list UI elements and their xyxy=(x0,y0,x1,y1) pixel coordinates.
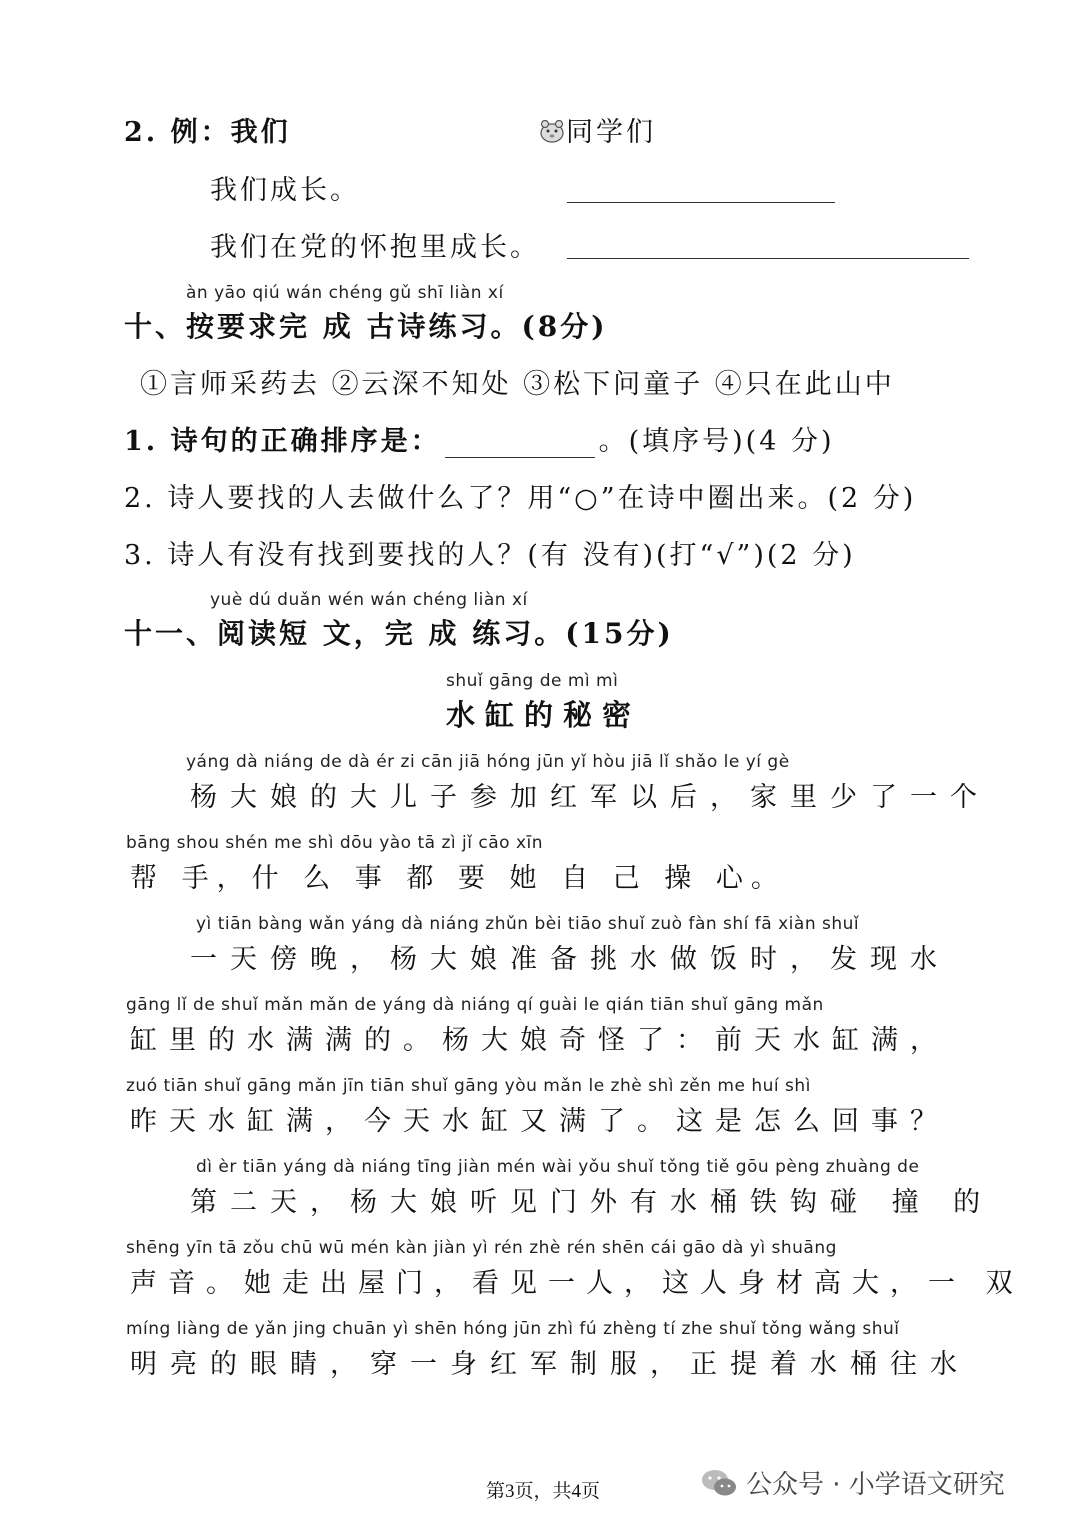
story-title: 水缸的秘密 xyxy=(446,698,642,732)
hamster-icon xyxy=(538,117,566,145)
story-line-3-pinyin: yì tiān bàng wǎn yáng dà niáng zhǔn bèi tiāo shuǐ zuò fàn shí fā xiàn shuǐ xyxy=(196,914,860,934)
sec11-title: 十一、阅读短 文，完 成 练习。(15分) xyxy=(124,617,674,650)
story-line-7-pinyin: shēng yīn tā zǒu chū wū mén kàn jiàn yì rén zhè rén shēn cái gāo dà yì shuāng xyxy=(126,1238,837,1258)
story-line-5: 昨天水缸满，今天水缸又满了。这是怎么回事？ xyxy=(130,1106,949,1137)
page-number: 第3页，共4页 xyxy=(486,1481,601,1502)
q2-answer-line1[interactable] xyxy=(567,202,835,203)
watermark xyxy=(700,1464,1005,1501)
watermark-text: 公众号 · 小学语文研究 xyxy=(746,1470,1005,1500)
sec10-pinyin: àn yāo qiú wán chéng gǔ shī liàn xí xyxy=(186,283,504,303)
story-line-3: 一天傍晚，杨大娘准备挑水做饭时，发现水 xyxy=(190,944,950,975)
story-title-pinyin: shuǐ gāng de mì mì xyxy=(446,671,619,691)
story-line-4-pinyin: gāng lǐ de shuǐ mǎn mǎn de yáng dà niáng qí guài le qián tiān shuǐ gāng mǎn xyxy=(126,995,824,1015)
wechat-icon xyxy=(700,1467,738,1499)
story-line-5-pinyin: zuó tiān shuǐ gāng mǎn jīn tiān shuǐ gāng yòu mǎn le zhè shì zěn me huí shì xyxy=(126,1076,811,1096)
q2-answer-line2[interactable] xyxy=(567,258,969,259)
sec10-q1-blank[interactable] xyxy=(445,431,595,458)
sec11-pinyin: yuè dú duǎn wén wán chéng liàn xí xyxy=(210,590,528,610)
sec10-q2: 2. 诗人要找的人去做什么了？用“○”在诗中圈出来。(2 分) xyxy=(124,483,917,514)
story-line-4: 缸里的水满满的。杨大娘奇怪了：前天水缸满， xyxy=(130,1025,949,1056)
q2-label: 2. 例：我们 xyxy=(124,117,291,148)
q2-line2: 我们在党的怀抱里成长。 xyxy=(210,232,540,263)
q2-right xyxy=(538,110,656,149)
q2-emoji-word: 同学们 xyxy=(566,117,656,148)
sec10-title: 十、按要求完 成 古诗练习。(8分) xyxy=(124,310,608,343)
sec10-q1-text: 1. 诗句的正确排序是： xyxy=(124,426,441,457)
story-line-6-pinyin: dì èr tiān yáng dà niáng tīng jiàn mén wài yǒu shuǐ tǒng tiě gōu pèng zhuàng de xyxy=(196,1157,920,1177)
story-line-1-pinyin: yáng dà niáng de dà ér zi cān jiā hóng jūn yǐ hòu jiā lǐ shǎo le yí gè xyxy=(186,752,790,772)
q2-line1: 我们成长。 xyxy=(210,175,360,206)
story-line-8-pinyin: míng liàng de yǎn jing chuān yì shēn hóng jūn zhì fú zhèng tí zhe shuǐ tǒng wǎng shuǐ xyxy=(126,1319,900,1339)
sec10-q1-suffix: 。(填序号)(4 分) xyxy=(598,426,835,457)
story-line-2: 帮 手，什 么 事 都 要 她 自 己 操 心。 xyxy=(130,863,786,894)
story-line-2-pinyin: bāng shou shén me shì dōu yào tā zì jǐ cāo xīn xyxy=(126,833,544,853)
story-line-7: 声音。她走出屋门，看见一人，这人身材高大，一 双 xyxy=(130,1268,1024,1299)
story-line-6: 第二天，杨大娘听见门外有水桶铁钩碰 撞 的 xyxy=(190,1187,994,1218)
story-line-8: 明亮的眼睛，穿一身红军制服，正提着水桶往水 xyxy=(130,1349,970,1380)
sec10-options: ①言师采药去 ②云深不知处 ③松下问童子 ④只在此山中 xyxy=(140,369,895,400)
sec10-q3: 3. 诗人有没有找到要找的人？(有 没有)(打“√”)(2 分) xyxy=(124,540,856,571)
story-line-1: 杨大娘的大儿子参加红军以后，家里少了一个 xyxy=(190,782,990,813)
sec10-q1 xyxy=(124,419,835,458)
